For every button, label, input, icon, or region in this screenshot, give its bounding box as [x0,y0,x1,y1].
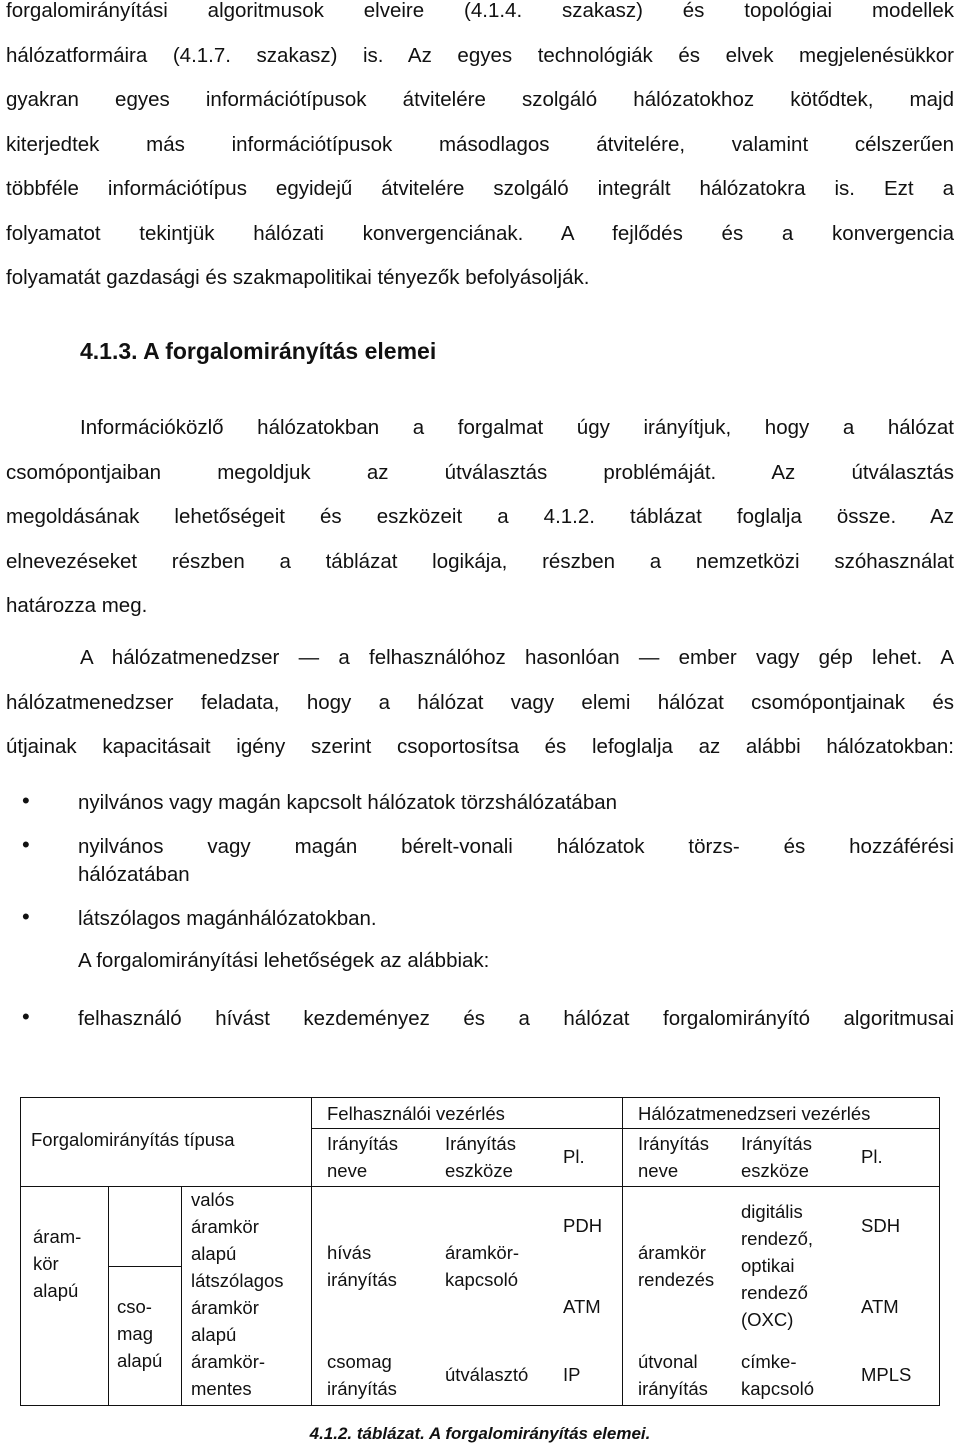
cell-circuit-based: áram- kör alapú [33,1226,82,1301]
cell-subtypes: valós áramkör alapú látszólagos áramkör alapú áramkör- mentes [191,1189,284,1399]
table-caption: 4.1.2. táblázat. A forgalomirányítás elemei. [309,1424,651,1443]
header-routing-device-mgr: Irányítás eszköze [741,1133,812,1181]
text-line: folyamatát gazdasági és szakmapolitikai tényezők befolyásolják. [6,266,590,289]
cell-circuit-arrange: áramkör rendezés [638,1242,715,1290]
text-line: elnevezéseket részben a táblázat logikája, részben a nemzetközi szóhasználat [6,549,954,573]
cell-atm-user: ATM [563,1296,601,1317]
header-routing-name-mgr: Irányítás neve [638,1133,709,1181]
cell-path-routing: útvonal irányítás [638,1351,708,1399]
list-item: látszólagos magánhálózatokban. [78,907,377,930]
section-heading: 4.1.3. A forgalomirányítás elemei [80,338,437,364]
list-item: nyilvános vagy magán kapcsolt hálózatok törzshálózatában [78,791,618,814]
cell-call-routing: hívás irányítás [327,1242,397,1290]
cell-router: útválasztó [445,1364,529,1385]
text-line: hálózatformáira (4.1.7. szakasz) is. Az egyes technológiák és elvek megjelenésükkor [6,43,954,67]
header-routing-type: Forgalomirányítás típusa [31,1129,235,1150]
text-line: megoldásának lehetőségeit és eszközeit a 4.1.2. táblázat foglalja össze. Az [6,505,954,528]
paragraph-convergence [6,0,954,301]
text-line: határozza meg. [6,594,148,617]
routing-options-intro: A forgalomirányítási lehetőségek az alábbiak: [78,949,490,972]
paragraph-routing-intro [6,406,954,629]
paragraph-network-manager [6,636,954,770]
text-line: útjainak kapacitásait igény szerint csoportosítsa és lefoglalja az alábbi hálózatokban: [6,735,954,758]
cell-label-switch: címke- kapcsoló [741,1351,815,1399]
cell-mpls: MPLS [861,1364,912,1385]
cell-sdh: SDH [861,1215,901,1236]
bullet-icon: • [22,832,30,857]
header-routing-device: Irányítás eszköze [445,1133,516,1181]
header-example-mgr: Pl. [861,1146,883,1167]
list-item: felhasználó hívást kezdeményez és a hálózat forgalomirányító algoritmusai [78,1007,954,1030]
cell-atm-mgr: ATM [861,1296,899,1317]
list-item: nyilvános vagy magán bérelt-vonali hálózatok törzs- és hozzáférési hálózatában [78,835,954,886]
header-manager-control: Hálózatmenedzseri vezérlés [638,1103,871,1124]
text-line: többféle információtípus egyidejű átvitelére szolgáló integrált hálózatokra is. Ezt a [6,177,954,200]
cell-pdh: PDH [563,1215,603,1236]
bullet-icon: • [22,904,30,929]
header-user-control: Felhasználói vezérlés [327,1103,505,1124]
bullet-icon: • [22,788,30,813]
cell-packet-routing: csomag irányítás [327,1351,397,1399]
text-line: folyamatot tekintjük hálózati konvergenciának. A fejlődés és a konvergencia [6,221,954,245]
text-line: kiterjedtek más információtípusok másodlagos átvitelére, valamint célszerűen [6,132,954,156]
cell-circuit-switch: áramkör- kapcsoló [445,1242,520,1290]
cell-digital-switch: digitális rendező, optikai rendező (OXC) [741,1201,813,1330]
bullet-icon: • [22,1004,30,1029]
text-line: Információközlő hálózatokban a forgalmat úgy irányítjuk, hogy a hálózat [80,416,954,439]
text-line: hálózatmenedzser feladata, hogy a hálózat vagy elemi hálózat csomópontjainak és [6,690,954,714]
text-line: forgalomirányítási algoritmusok elveire (4.1.4. szakasz) és topológiai modellek [6,0,954,22]
cell-ip: IP [563,1364,581,1385]
routing-elements-table [20,1097,940,1406]
text-line: csomópontjaiban megoldjuk az útválasztás problémáját. Az útválasztás [6,460,954,484]
header-example: Pl. [563,1146,585,1167]
header-routing-name: Irányítás neve [327,1133,398,1181]
text-line: gyakran egyes információtípusok átvitelére szolgáló hálózatokhoz kötődtek, majd [6,88,954,111]
cell-packet-based: cso- mag alapú [117,1296,163,1371]
text-line: A hálózatmenedzser — a felhasználóhoz hasonlóan — ember vagy gép lehet. A [80,646,954,669]
